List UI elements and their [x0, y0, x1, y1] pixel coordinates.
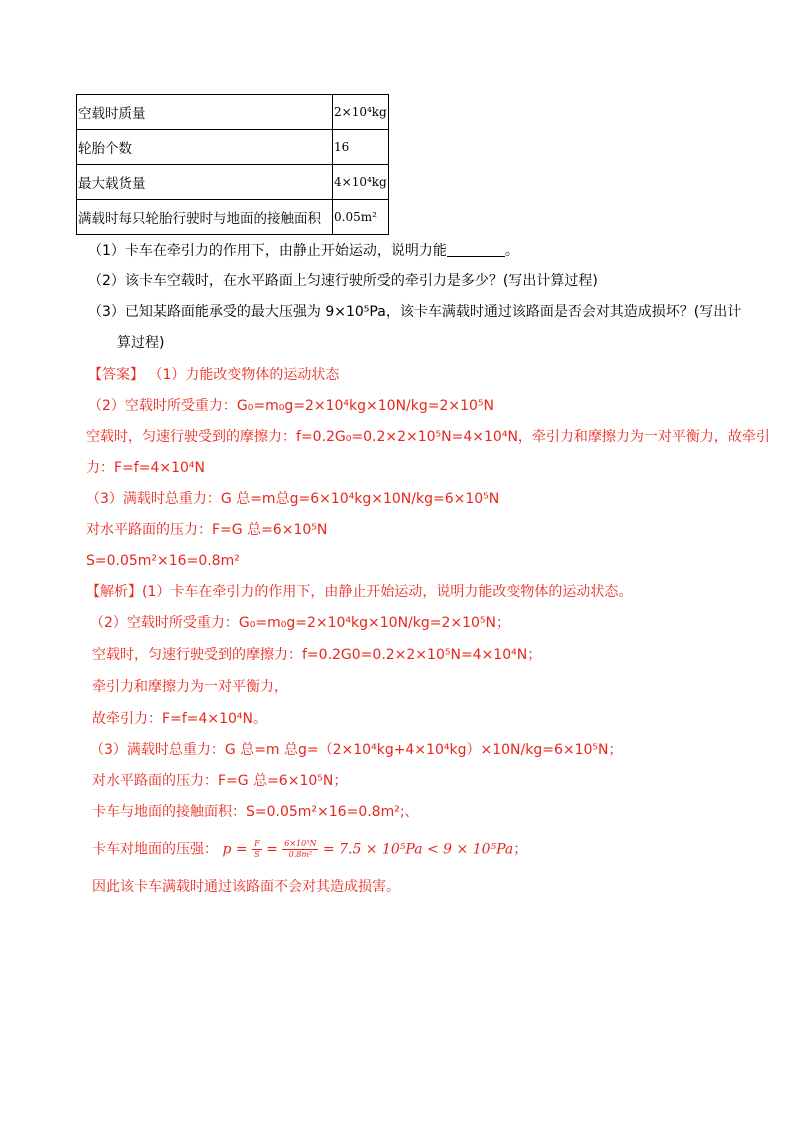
question-1-text: （1）卡车在牵引力的作用下，由静止开始运动，说明力能 — [88, 243, 447, 259]
fraction-denominator: 0.8m² — [288, 850, 313, 859]
answer-line-3: 空载时，匀速行驶受到的摩擦力：f=0.2G₀=0.2×2×10⁵N=4×10⁴N，牵引力和摩擦力为一对平衡力，故牵引 — [86, 429, 770, 445]
question-3-line-1: （3）已知某路面能承受的最大压强为 9×10⁵Pa，该卡车满载时通过该路面是否会对其造成损坏？(写出计 — [88, 304, 742, 320]
answer-1-text: （1）力能改变物体的运动状态 — [148, 367, 340, 383]
answer-line-6: 对水平路面的压力：F=G 总=6×10⁵N — [86, 522, 328, 538]
formula-equals-1: = — [235, 841, 248, 858]
answer-line-4: 力：F=f=4×10⁴N — [86, 460, 205, 476]
answer-line-5: （3）满载时总重力：G 总=m总g=6×10⁴kg×10N/kg=6×10⁵N — [86, 491, 500, 507]
table-row — [77, 95, 389, 130]
table-cell-value: 4×10⁴kg — [333, 165, 389, 200]
table-cell-key: 空载时质量 — [77, 95, 333, 130]
analysis-line-6: （3）满载时总重力：G 总=m 总g=（2×10⁴kg+4×10⁴kg）×10N/kg=6×10⁵N； — [90, 742, 623, 758]
analysis-line-10: 因此该卡车满载时通过该路面不会对其造成损害。 — [92, 879, 400, 895]
analysis-tag: 【解析】 — [86, 584, 142, 600]
table-row — [77, 130, 389, 165]
formula-fraction-fs — [252, 839, 262, 860]
table-cell-value: 16 — [333, 130, 389, 165]
truck-spec-table — [76, 94, 389, 235]
answer-line-1 — [88, 365, 339, 385]
analysis-line-9 — [92, 839, 527, 860]
analysis-line-8: 卡车与地面的接触面积：S=0.05m²×16=0.8m²;、 — [92, 804, 419, 820]
answer-tag: 【答案】 — [88, 367, 144, 383]
formula-equals-2: = — [266, 841, 278, 858]
table-cell-key: 最大载货量 — [77, 165, 333, 200]
table-cell-value: 2×10⁴kg — [333, 95, 389, 130]
question-2: （2）该卡车空载时，在水平路面上匀速行驶所受的牵引力是多少？(写出计算过程) — [88, 273, 598, 289]
table-cell-value: 0.05m² — [333, 200, 389, 235]
formula-end: ； — [513, 841, 528, 858]
analysis-line-1 — [86, 582, 632, 602]
fraction-numerator: F — [254, 839, 260, 848]
table-cell-key: 满载时每只轮胎行驶时与地面的接触面积 — [77, 200, 333, 235]
answer-blank — [447, 242, 505, 257]
fraction-denominator: S — [254, 850, 260, 859]
table-row — [77, 200, 389, 235]
pressure-label: 卡车对地面的压强： — [92, 841, 218, 858]
analysis-line-4: 牵引力和摩擦力为一对平衡力， — [92, 679, 288, 695]
formula-fraction-values — [282, 839, 318, 860]
analysis-line-3: 空载时，匀速行驶受到的摩擦力：f=0.2G0=0.2×2×10⁵N=4×10⁴N； — [92, 647, 542, 663]
answer-line-7: S=0.05m²×16=0.8m² — [86, 553, 240, 569]
table-row — [77, 165, 389, 200]
question-1 — [88, 241, 519, 261]
question-1-end: 。 — [504, 243, 519, 259]
formula-p: p — [222, 841, 232, 858]
fraction-numerator: 6×10⁵N — [284, 839, 317, 848]
analysis-line-7: 对水平路面的压力：F=G 总=6×10⁵N； — [92, 773, 348, 789]
analysis-line-5: 故牵引力：F=f=4×10⁴N。 — [92, 711, 267, 727]
analysis-line-2: （2）空载时所受重力：G₀=m₀g=2×10⁴kg×10N/kg=2×10⁵N； — [90, 615, 511, 631]
table-cell-key: 轮胎个数 — [77, 130, 333, 165]
formula-result: = 7.5 × 10⁵Pa < 9 × 10⁵Pa — [322, 841, 514, 858]
question-3-line-2: 算过程) — [117, 335, 165, 351]
answer-line-2: （2）空载时所受重力：G₀=m₀g=2×10⁴kg×10N/kg=2×10⁵N — [88, 398, 495, 414]
analysis-1-text: (1）卡车在牵引力的作用下，由静止开始运动，说明力能改变物体的运动状态。 — [142, 584, 633, 600]
